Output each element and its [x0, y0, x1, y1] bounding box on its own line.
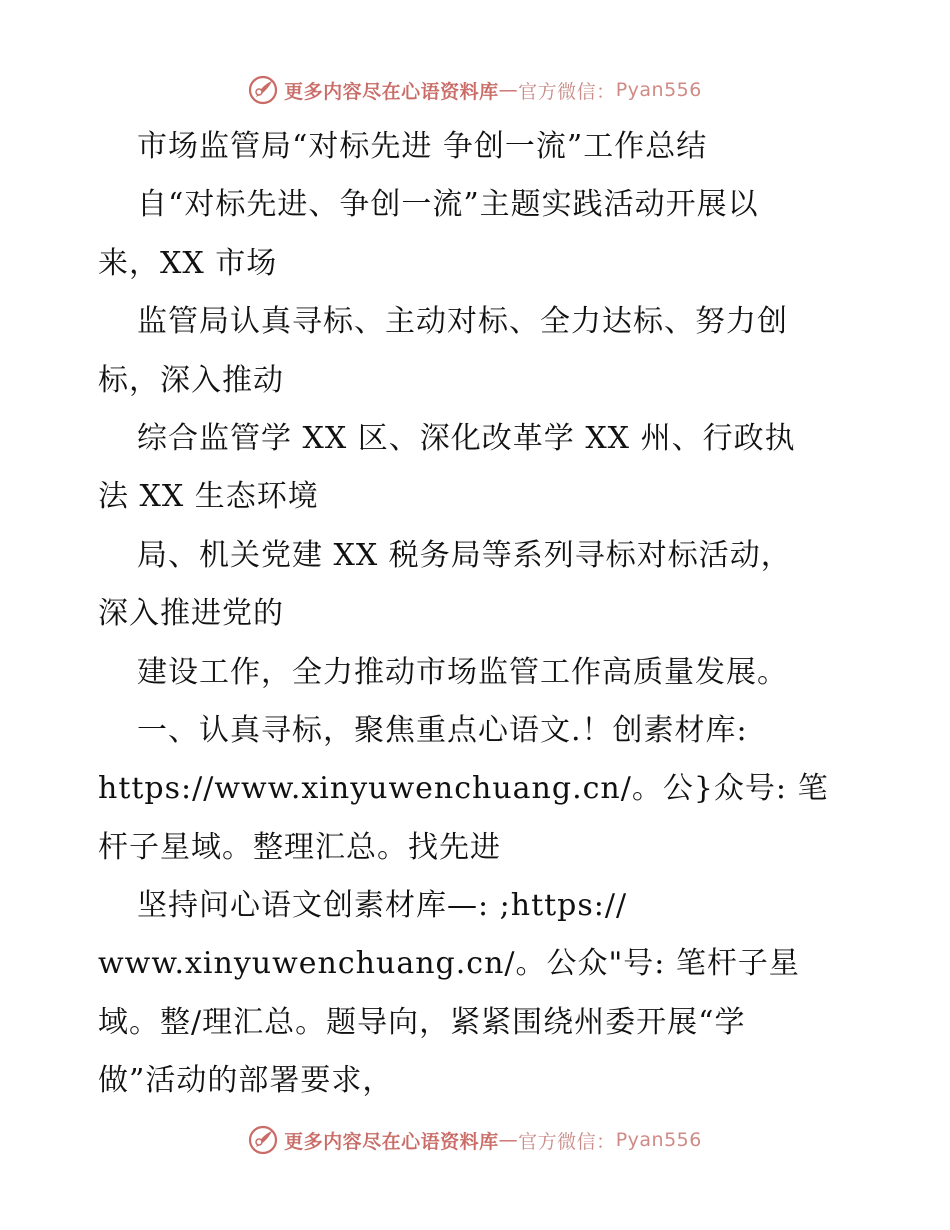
watermark-separator: — — [498, 79, 519, 101]
quill-logo-icon — [248, 1125, 278, 1155]
text-line: 深入推进党的 — [98, 596, 284, 632]
text-line: 来，XX 市场 — [98, 245, 278, 281]
text-line: 自“对标先进、争创一流”主题实践活动开展以 — [137, 187, 759, 223]
watermark-wechat-id: Pyan556 — [615, 1129, 702, 1151]
text-line: 杆子星域。整理汇总。找先进 — [98, 829, 501, 865]
text-line: 坚持问心语文创素材库—: ;https:// — [137, 888, 628, 924]
text-line: https://www.xinyuwenchuang.cn/。公}众号: 笔 — [98, 771, 829, 807]
text-line: 域。整/理汇总。题导向，紧紧围绕州委开展“学 — [98, 1004, 746, 1040]
watermark-wechat-label: 官方微信： — [518, 80, 616, 103]
watermark-separator: — — [498, 1129, 519, 1151]
text-line: 综合监管学 XX 区、深化改革学 XX 州、行政执 — [137, 420, 796, 456]
text-line: 标，深入推动 — [98, 362, 284, 398]
quill-logo-icon — [248, 75, 278, 105]
watermark-wechat-label: 官方微信： — [518, 1130, 616, 1153]
header-watermark — [0, 72, 950, 108]
text-line: 局、机关党建 XX 税务局等系列寻标对标活动， — [137, 537, 792, 573]
watermark-main-text: 更多内容尽在心语资料库 — [284, 1130, 499, 1153]
text-line: www.xinyuwenchuang.cn/。公众"号: 笔杆子星 — [98, 946, 800, 982]
footer-watermark — [0, 1122, 950, 1158]
text-line: 法 XX 生态环境 — [98, 479, 319, 515]
watermark-wechat-id: Pyan556 — [615, 79, 702, 101]
text-line: 建设工作，全力推动市场监管工作高质量发展。 — [137, 654, 788, 690]
watermark-main-text: 更多内容尽在心语资料库 — [284, 80, 499, 103]
text-line: 做”活动的部署要求， — [98, 1063, 394, 1099]
document-body — [98, 118, 858, 1111]
document-title: 市场监管局“对标先进 争创一流”工作总结 — [137, 129, 708, 164]
text-line: 监管局认真寻标、主动对标、全力达标、努力创 — [137, 304, 788, 340]
text-line: 一、认真寻标，聚焦重点心语文.！创素材库: — [137, 712, 748, 748]
